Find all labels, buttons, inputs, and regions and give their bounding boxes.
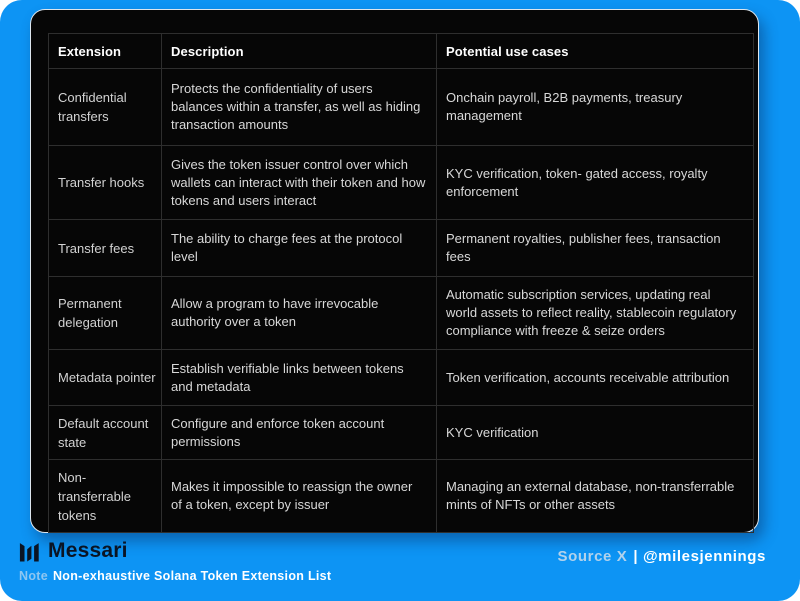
extensions-table <box>48 33 754 533</box>
messari-logo-icon <box>18 540 41 563</box>
note-text: Non-exhaustive Solana Token Extension List <box>52 569 332 583</box>
table-row <box>49 460 754 533</box>
cell-extension: Permanent delegation <box>49 277 162 350</box>
note-line <box>19 569 331 583</box>
cell-extension: Non-transferrable tokens <box>49 460 162 533</box>
source-handle: | @milesjennings <box>633 548 766 565</box>
header-extension: Extension <box>49 34 162 69</box>
cell-extension: Confidential transfers <box>49 69 162 146</box>
source-label: Source X <box>557 548 628 565</box>
cell-description: Makes it impossible to reassign the owner of a token, except by issuer <box>162 460 437 533</box>
cell-extension: Transfer fees <box>49 220 162 277</box>
table-row <box>49 406 754 460</box>
table-row <box>49 220 754 277</box>
table-header-row <box>49 34 754 69</box>
source-line <box>558 548 766 565</box>
table-row <box>49 277 754 350</box>
cell-description: Gives the token issuer control over which wallets can interact with their token and how tokens and users interact <box>162 146 437 220</box>
table-card <box>30 9 759 533</box>
header-use-cases: Potential use cases <box>437 34 754 69</box>
header-description: Description <box>162 34 437 69</box>
cell-extension: Default account state <box>49 406 162 460</box>
cell-extension: Metadata pointer <box>49 350 162 406</box>
cell-description: Protects the confidentiality of users balances within a transfer, as well as hiding transaction amounts <box>162 69 437 146</box>
cell-use-cases: Onchain payroll, B2B payments, treasury management <box>437 69 754 146</box>
note-label: Note <box>19 569 48 583</box>
cell-use-cases: Permanent royalties, publisher fees, transaction fees <box>437 220 754 277</box>
table-row <box>49 69 754 146</box>
cell-description: Establish verifiable links between tokens and metadata <box>162 350 437 406</box>
cell-use-cases: Automatic subscription services, updating real world assets to reflect reality, stablecoin regulatory compliance with freeze & seize orders <box>437 277 754 350</box>
cell-description: The ability to charge fees at the protocol level <box>162 220 437 277</box>
cell-description: Allow a program to have irrevocable authority over a token <box>162 277 437 350</box>
table-body <box>49 69 754 533</box>
cell-use-cases: KYC verification <box>437 406 754 460</box>
cell-description: Configure and enforce token account permissions <box>162 406 437 460</box>
cell-use-cases: Token verification, accounts receivable attribution <box>437 350 754 406</box>
cell-extension: Transfer hooks <box>49 146 162 220</box>
brand-name: Messari <box>48 539 128 562</box>
brand-lockup <box>18 539 128 563</box>
cell-use-cases: Managing an external database, non-transferrable mints of NFTs or other assets <box>437 460 754 533</box>
table-row <box>49 350 754 406</box>
cell-use-cases: KYC verification, token- gated access, royalty enforcement <box>437 146 754 220</box>
table-row <box>49 146 754 220</box>
